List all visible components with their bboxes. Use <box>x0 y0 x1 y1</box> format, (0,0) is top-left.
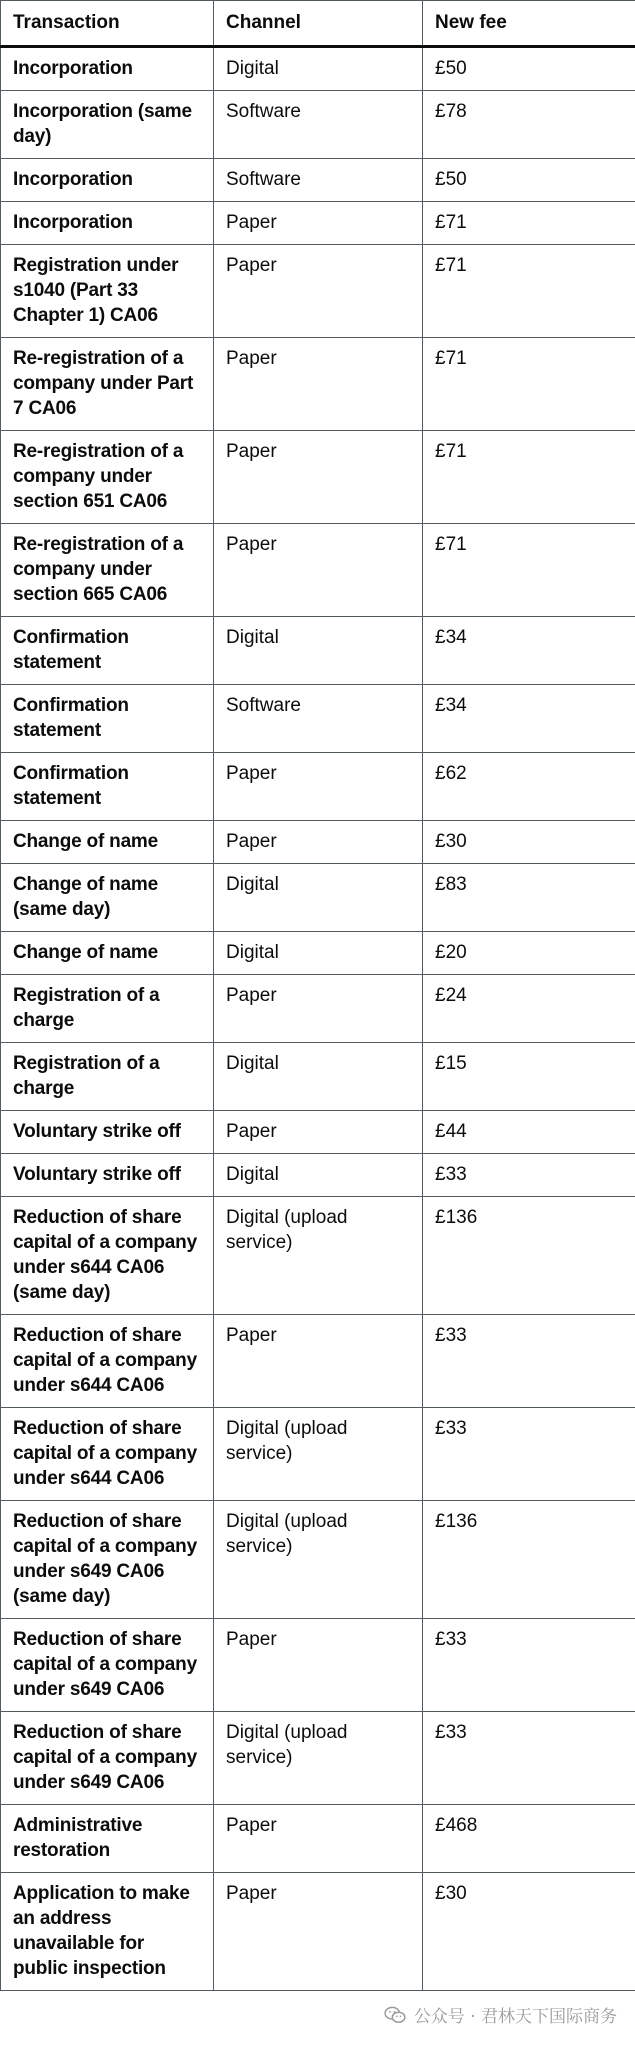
transaction-cell: Incorporation <box>1 47 214 91</box>
transaction-cell: Incorporation (same day) <box>1 91 214 159</box>
channel-cell: Paper <box>214 1805 423 1873</box>
table-row <box>1 1712 635 1805</box>
transaction-cell: Registration of a charge <box>1 975 214 1043</box>
transaction-cell: Voluntary strike off <box>1 1111 214 1154</box>
channel-cell: Paper <box>214 821 423 864</box>
channel-cell: Digital <box>214 864 423 932</box>
fee-cell: £33 <box>423 1619 635 1712</box>
fee-cell: £136 <box>423 1501 635 1619</box>
channel-cell: Paper <box>214 975 423 1043</box>
channel-cell: Paper <box>214 1873 423 1991</box>
table-row <box>1 431 635 524</box>
table-row <box>1 864 635 932</box>
wechat-icon <box>384 2006 406 2024</box>
table-row <box>1 617 635 685</box>
table-row <box>1 1043 635 1111</box>
table-row <box>1 1501 635 1619</box>
fee-cell: £136 <box>423 1197 635 1315</box>
transaction-cell: Change of name (same day) <box>1 864 214 932</box>
channel-cell: Digital <box>214 617 423 685</box>
transaction-cell: Confirmation statement <box>1 685 214 753</box>
transaction-cell: Registration of a charge <box>1 1043 214 1111</box>
channel-cell: Paper <box>214 1111 423 1154</box>
channel-cell: Digital <box>214 932 423 975</box>
table-row <box>1 932 635 975</box>
transaction-cell: Reduction of share capital of a company under s644 CA06 (same day) <box>1 1197 214 1315</box>
table-row <box>1 821 635 864</box>
fee-cell: £34 <box>423 685 635 753</box>
table-row <box>1 1619 635 1712</box>
channel-cell: Paper <box>214 202 423 245</box>
transaction-cell: Incorporation <box>1 202 214 245</box>
fee-cell: £33 <box>423 1154 635 1197</box>
table-row <box>1 338 635 431</box>
fee-cell: £468 <box>423 1805 635 1873</box>
transaction-cell: Voluntary strike off <box>1 1154 214 1197</box>
fee-cell: £71 <box>423 524 635 617</box>
transaction-cell: Re-registration of a company under section 651 CA06 <box>1 431 214 524</box>
header-new-fee: New fee <box>423 1 635 47</box>
channel-cell: Paper <box>214 1619 423 1712</box>
transaction-cell: Incorporation <box>1 159 214 202</box>
channel-cell: Software <box>214 685 423 753</box>
table-row <box>1 245 635 338</box>
fee-cell: £71 <box>423 431 635 524</box>
table-row <box>1 1315 635 1408</box>
channel-cell: Paper <box>214 753 423 821</box>
fee-cell: £62 <box>423 753 635 821</box>
table-row <box>1 1805 635 1873</box>
table-row <box>1 753 635 821</box>
transaction-cell: Re-registration of a company under Part 7 CA06 <box>1 338 214 431</box>
transaction-cell: Re-registration of a company under section 665 CA06 <box>1 524 214 617</box>
header-channel: Channel <box>214 1 423 47</box>
fee-cell: £34 <box>423 617 635 685</box>
table-row <box>1 202 635 245</box>
fee-cell: £30 <box>423 821 635 864</box>
channel-cell: Paper <box>214 245 423 338</box>
transaction-cell: Reduction of share capital of a company under s649 CA06 <box>1 1619 214 1712</box>
transaction-cell: Application to make an address unavailable for public inspection <box>1 1873 214 1991</box>
table-row <box>1 1154 635 1197</box>
channel-cell: Paper <box>214 431 423 524</box>
table-row <box>1 91 635 159</box>
table-header <box>1 1 635 47</box>
watermark-text: 公众号 · 君林天下国际商务 <box>413 2007 617 2027</box>
channel-cell: Software <box>214 91 423 159</box>
transaction-cell: Change of name <box>1 932 214 975</box>
transaction-cell: Administrative restoration <box>1 1805 214 1873</box>
table-row <box>1 975 635 1043</box>
table-row <box>1 47 635 91</box>
table-row <box>1 159 635 202</box>
table-row <box>1 524 635 617</box>
channel-cell: Software <box>214 159 423 202</box>
channel-cell: Digital (upload service) <box>214 1408 423 1501</box>
fee-cell: £50 <box>423 47 635 91</box>
table-row <box>1 1408 635 1501</box>
channel-cell: Digital (upload service) <box>214 1712 423 1805</box>
fee-cell: £44 <box>423 1111 635 1154</box>
fee-cell: £33 <box>423 1315 635 1408</box>
fee-cell: £83 <box>423 864 635 932</box>
watermark <box>384 2002 617 2027</box>
fee-cell: £71 <box>423 338 635 431</box>
channel-cell: Digital <box>214 1154 423 1197</box>
fee-cell: £30 <box>423 1873 635 1991</box>
fee-cell: £33 <box>423 1712 635 1805</box>
table-row <box>1 1111 635 1154</box>
channel-cell: Paper <box>214 524 423 617</box>
transaction-cell: Confirmation statement <box>1 617 214 685</box>
table-body <box>1 47 635 1991</box>
fee-cell: £20 <box>423 932 635 975</box>
fee-cell: £71 <box>423 245 635 338</box>
channel-cell: Digital <box>214 47 423 91</box>
fee-cell: £50 <box>423 159 635 202</box>
channel-cell: Digital (upload service) <box>214 1501 423 1619</box>
channel-cell: Digital <box>214 1043 423 1111</box>
fee-cell: £33 <box>423 1408 635 1501</box>
transaction-cell: Change of name <box>1 821 214 864</box>
table-row <box>1 685 635 753</box>
fee-cell: £24 <box>423 975 635 1043</box>
table-row <box>1 1197 635 1315</box>
transaction-cell: Confirmation statement <box>1 753 214 821</box>
fee-cell: £78 <box>423 91 635 159</box>
transaction-cell: Reduction of share capital of a company under s644 CA06 <box>1 1408 214 1501</box>
fee-cell: £71 <box>423 202 635 245</box>
channel-cell: Paper <box>214 338 423 431</box>
header-row <box>1 1 635 47</box>
transaction-cell: Reduction of share capital of a company under s644 CA06 <box>1 1315 214 1408</box>
channel-cell: Paper <box>214 1315 423 1408</box>
transaction-cell: Reduction of share capital of a company under s649 CA06 (same day) <box>1 1501 214 1619</box>
fee-cell: £15 <box>423 1043 635 1111</box>
table-row <box>1 1873 635 1991</box>
transaction-cell: Registration under s1040 (Part 33 Chapter 1) CA06 <box>1 245 214 338</box>
transaction-cell: Reduction of share capital of a company under s649 CA06 <box>1 1712 214 1805</box>
header-transaction: Transaction <box>1 1 214 47</box>
channel-cell: Digital (upload service) <box>214 1197 423 1315</box>
